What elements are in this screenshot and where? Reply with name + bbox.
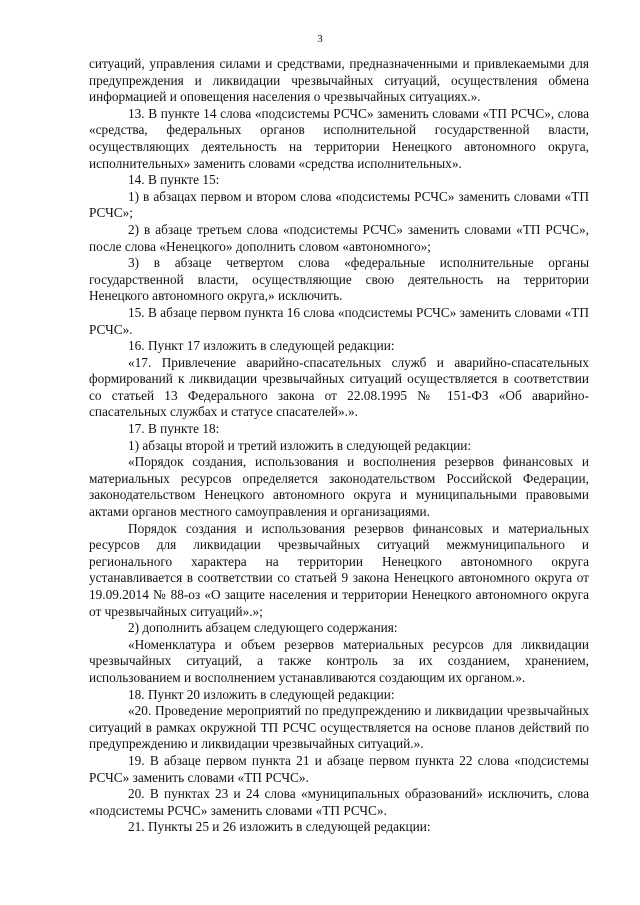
- paragraph: 16. Пункт 17 изложить в следующей редакции:: [128, 338, 395, 354]
- document-body: [89, 56, 589, 836]
- paragraph: «Порядок создания, использования и восполнения резервов финансовых и материальных ресурсов определяется законодательством Российской Федерации, законодательством Ненецкого автономного округа и муниципальными правовыми актами органов местного самоуправления и организациями.: [89, 454, 589, 520]
- paragraph: 1) абзацы второй и третий изложить в следующей редакции:: [128, 437, 472, 453]
- paragraph: «20. Проведение мероприятий по предупреждению и ликвидации чрезвычайных ситуаций в рамках окружной ТП РСЧС осуществляется на основе планов действий по предупреждению и ликвидации чрезвычайных ситуаций.».: [89, 703, 589, 752]
- paragraph: 13. В пункте 14 слова «подсистемы РСЧС» заменить словами «ТП РСЧС», слова «средства, федеральных органов исполнительной государственной власти, осуществляющих деятельность на территории Ненецкого автономного округа, исполнительных» заменить словами «средства исполнительных».: [89, 105, 589, 171]
- paragraph: 18. Пункт 20 изложить в следующей редакции:: [128, 686, 395, 702]
- paragraph: Порядок создания и использования резервов финансовых и материальных ресурсов для ликвидации чрезвычайных ситуаций межмуниципального и регионального характера на территории Ненецкого автономного округа устанавливается в соответствии со статьей 9 закона Ненецкого автономного округа от 19.09.2014 № 88-оз «О защите населения и территории Ненецкого автономного округа от чрезвычайных ситуаций».»;: [89, 520, 589, 619]
- paragraph: «Номенклатура и объем резервов материальных ресурсов для ликвидации чрезвычайных ситуаций, а также контроль за их созданием, хранением, использованием и восполнением устанавливаются создающим их органом.».: [89, 636, 589, 685]
- paragraph: 2) в абзаце третьем слова «подсистемы РСЧС» заменить словами «ТП РСЧС», после слова «Ненецкого» дополнить словом «автономного»;: [89, 221, 589, 254]
- paragraph: 17. В пункте 18:: [128, 421, 220, 437]
- paragraph: 14. В пункте 15:: [128, 172, 220, 188]
- paragraph: ситуаций, управления силами и средствами, предназначенными и привлекаемыми для предупреждения и ликвидации чрезвычайных ситуаций, осуществления обмена информацией и оповещения населения о чрезвычайных ситуациях.».: [89, 56, 589, 105]
- paragraph: 2) дополнить абзацем следующего содержания:: [128, 620, 398, 636]
- paragraph: 20. В пунктах 23 и 24 слова «муниципальных образований» исключить, слова «подсистемы РСЧС» заменить словами «ТП РСЧС».: [89, 786, 589, 818]
- paragraph: «17. Привлечение аварийно-спасательных служб и аварийно-спасательных формирований к ликвидации чрезвычайных ситуаций осуществляется в соответствии со статьей 13 Федерального закона от 22.08.1995 № 151-ФЗ «Об аварийно-спасательных службах и статусе спасателей».».: [89, 354, 589, 420]
- paragraph: 21. Пункты 25 и 26 изложить в следующей редакции:: [128, 819, 431, 835]
- paragraph: 1) в абзацах первом и втором слова «подсистемы РСЧС» заменить словами «ТП РСЧС»;: [89, 188, 589, 221]
- page-number: 3: [317, 33, 323, 45]
- paragraph: 15. В абзаце первом пункта 16 слова «подсистемы РСЧС» заменить словами «ТП РСЧС».: [89, 304, 589, 337]
- paragraph: 19. В абзаце первом пункта 21 и абзаце первом пункта 22 слова «подсистемы РСЧС» заменить словами «ТП РСЧС».: [89, 752, 589, 785]
- paragraph: 3) в абзаце четвертом слова «федеральные исполнительные органы государственной власти, осуществляющие свою деятельность на территории Ненецкого автономного округа,» исключить.: [89, 255, 589, 304]
